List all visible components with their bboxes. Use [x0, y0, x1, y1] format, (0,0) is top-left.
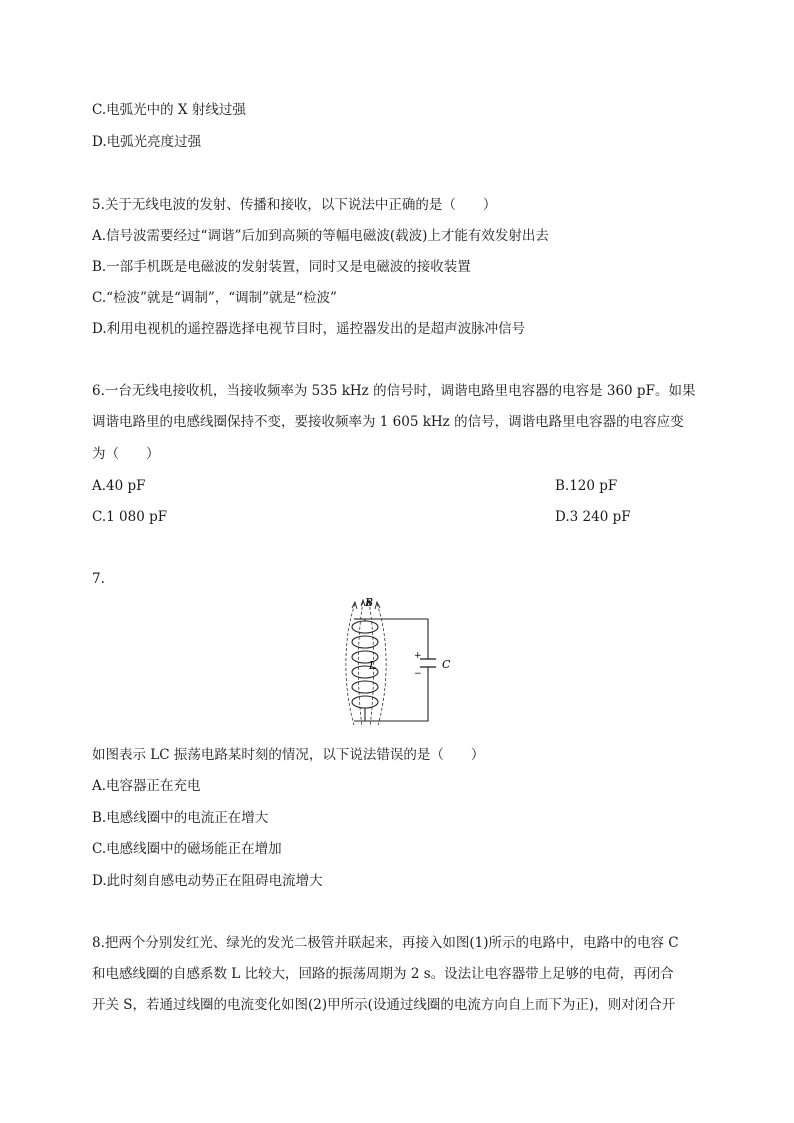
q7-number: 7.	[92, 571, 105, 587]
q6-option-b: B.120 pF	[555, 478, 618, 494]
q7-option-c: C.电感线圈中的磁场能正在增加	[92, 841, 282, 857]
q5-option-a: A.信号波需要经过“调谐”后加到高频的等幅电磁波(载波)上才能有效发射出去	[92, 228, 549, 244]
q7-option-b: B.电感线圈中的电流正在增大	[92, 810, 269, 826]
capacitor-label-c: C	[442, 658, 451, 671]
q6-option-c: C.1 080 pF	[92, 509, 168, 525]
q8-line1: 8.把两个分别发红光、绿光的发光二极管并联起来，再接入如图(1)所示的电路中，电路中的电容 C	[92, 935, 679, 951]
q5-option-b: B.一部手机既是电磁波的发射装置，同时又是电磁波的接收装置	[92, 259, 471, 275]
inductor-label-l: L	[369, 659, 377, 672]
q5-option-c: C.“检波”就是“调制”，“调制”就是“检波”	[92, 290, 337, 306]
q6-stem-line3: 为（ ）	[92, 446, 160, 462]
q4-option-c: C.电弧光中的 X 射线过强	[92, 102, 246, 118]
q7-option-a: A.电容器正在充电	[92, 778, 201, 794]
q6-stem-line1: 6.一台无线电接收机，当接收频率为 535 kHz 的信号时，调谐电路里电容器的电容是 360 pF。如果	[92, 383, 696, 399]
q5-option-d: D.利用电视机的遥控器选择电视节目时，遥控器发出的是超声波脉冲信号	[92, 321, 526, 337]
q5-stem: 5.关于无线电波的发射、传播和接收，以下说法中正确的是（ ）	[92, 197, 497, 213]
q6-option-a: A.40 pF	[92, 478, 146, 494]
capacitor-minus-sign: −	[414, 669, 422, 679]
q7-stem: 如图表示 LC 振荡电路某时刻的情况，以下说法错误的是（ ）	[92, 747, 485, 763]
q4-option-d: D.电弧光亮度过强	[92, 134, 202, 150]
q6-option-d: D.3 240 pF	[555, 509, 631, 525]
q7-option-d: D.此时刻自感电动势正在阻碍电流增大	[92, 873, 323, 889]
q6-stem-line2: 调谐电路里的电感线圈保持不变，要接收频率为 1 605 kHz 的信号，调谐电路里电容器的电容应变	[92, 414, 684, 430]
capacitor-plus-sign: +	[414, 651, 422, 661]
field-label-b: B	[365, 596, 374, 609]
q8-line2: 和电感线圈的自感系数 L 比较大，回路的振荡周期为 2 s。设法让电容器带上足够的电荷，再闭合	[92, 966, 674, 982]
q8-line3: 开关 S，若通过线圈的电流变化如图(2)甲所示(设通过线圈的电流方向自上而下为正)，则对闭合开	[92, 997, 676, 1013]
lc-circuit-figure	[325, 592, 460, 732]
